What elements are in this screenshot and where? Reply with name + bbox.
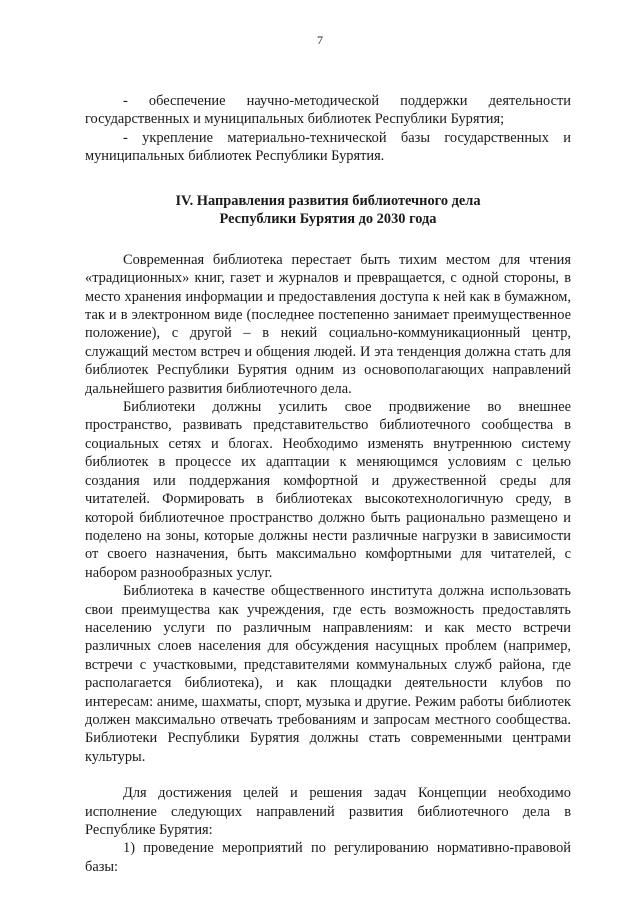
page-number: 7 bbox=[317, 33, 323, 47]
section-heading-line: Республики Бурятия до 2030 года bbox=[219, 211, 437, 228]
bullet-item: - обеспечение научно-методической поддержки деятельности государственных и муниципальных библиотек Республики Бурятия; bbox=[85, 93, 571, 128]
body-paragraph: Библиотеки должны усилить свое продвижение во внешнее пространство, развивать представительство библиотечного сообщества в социальных сетях и блогах. Необходимо изменять внутреннюю систему библиотек в процессе их адаптации к меняющимся условиям с целью создания или поддержания комфортной и дружественной среды для читателей. Формировать в библиотеках высокотехнологичную среду, в которой библиотечное пространство должно быть рационально размещено и поделено на зоны, которые должны нести различные нагрузки в зависимости от своего назначения, быть максимально комфортными для читателей, с набором разнообразных услуг. bbox=[85, 399, 571, 581]
body-paragraph: Современная библиотека перестает быть тихим местом для чтения «традиционных» книг, газет и журналов и превращается, с одной стороны, в место хранения информации и предоставления доступа к ней как в бумажном, так и в электронном виде (последнее постепенно занимает преимущественное положение), с другой – в некий социально-коммуникационный центр, служащий местом встреч и общения людей. И эта тенденция должна стать для библиотек Республики Бурятия одним из основополагающих направлений дальнейшего развития библиотечного дела. bbox=[85, 251, 571, 397]
bullet-item: - укрепление материально-технической базы государственных и муниципальных библиотек Республики Бурятия. bbox=[85, 129, 571, 165]
numbered-item: 1) проведение мероприятий по регулированию нормативно-правовой базы: bbox=[85, 840, 571, 875]
body-paragraph: Библиотека в качестве общественного института должна использовать свои преимущества как учреждения, где есть возможность предоставлять населению услуги по различным направлениям: и как место встречи различных слоев населения для обсуждения насущных проблем (например, встречи с участковыми, представителями коммунальных служб района, где располагается библиотека), и как площадки деятельности клубов по интересам: аниме, шахматы, спорт, музыка и другие. Режим работы библиотек должен максимально отвечать требованиям и запросам местного сообщества. Библиотеки Республики Бурятия должны стать современными центрами культуры. bbox=[85, 583, 571, 765]
bullet-list bbox=[85, 92, 571, 166]
section-heading-line: IV. Направления развития библиотечного дела bbox=[175, 192, 481, 209]
document-body bbox=[85, 92, 571, 876]
body-paragraph: Для достижения целей и решения задач Концепции необходимо исполнение следующих направлений развития библиотечного дела в Республике Бурятия: bbox=[85, 785, 571, 838]
section-heading bbox=[85, 192, 571, 229]
